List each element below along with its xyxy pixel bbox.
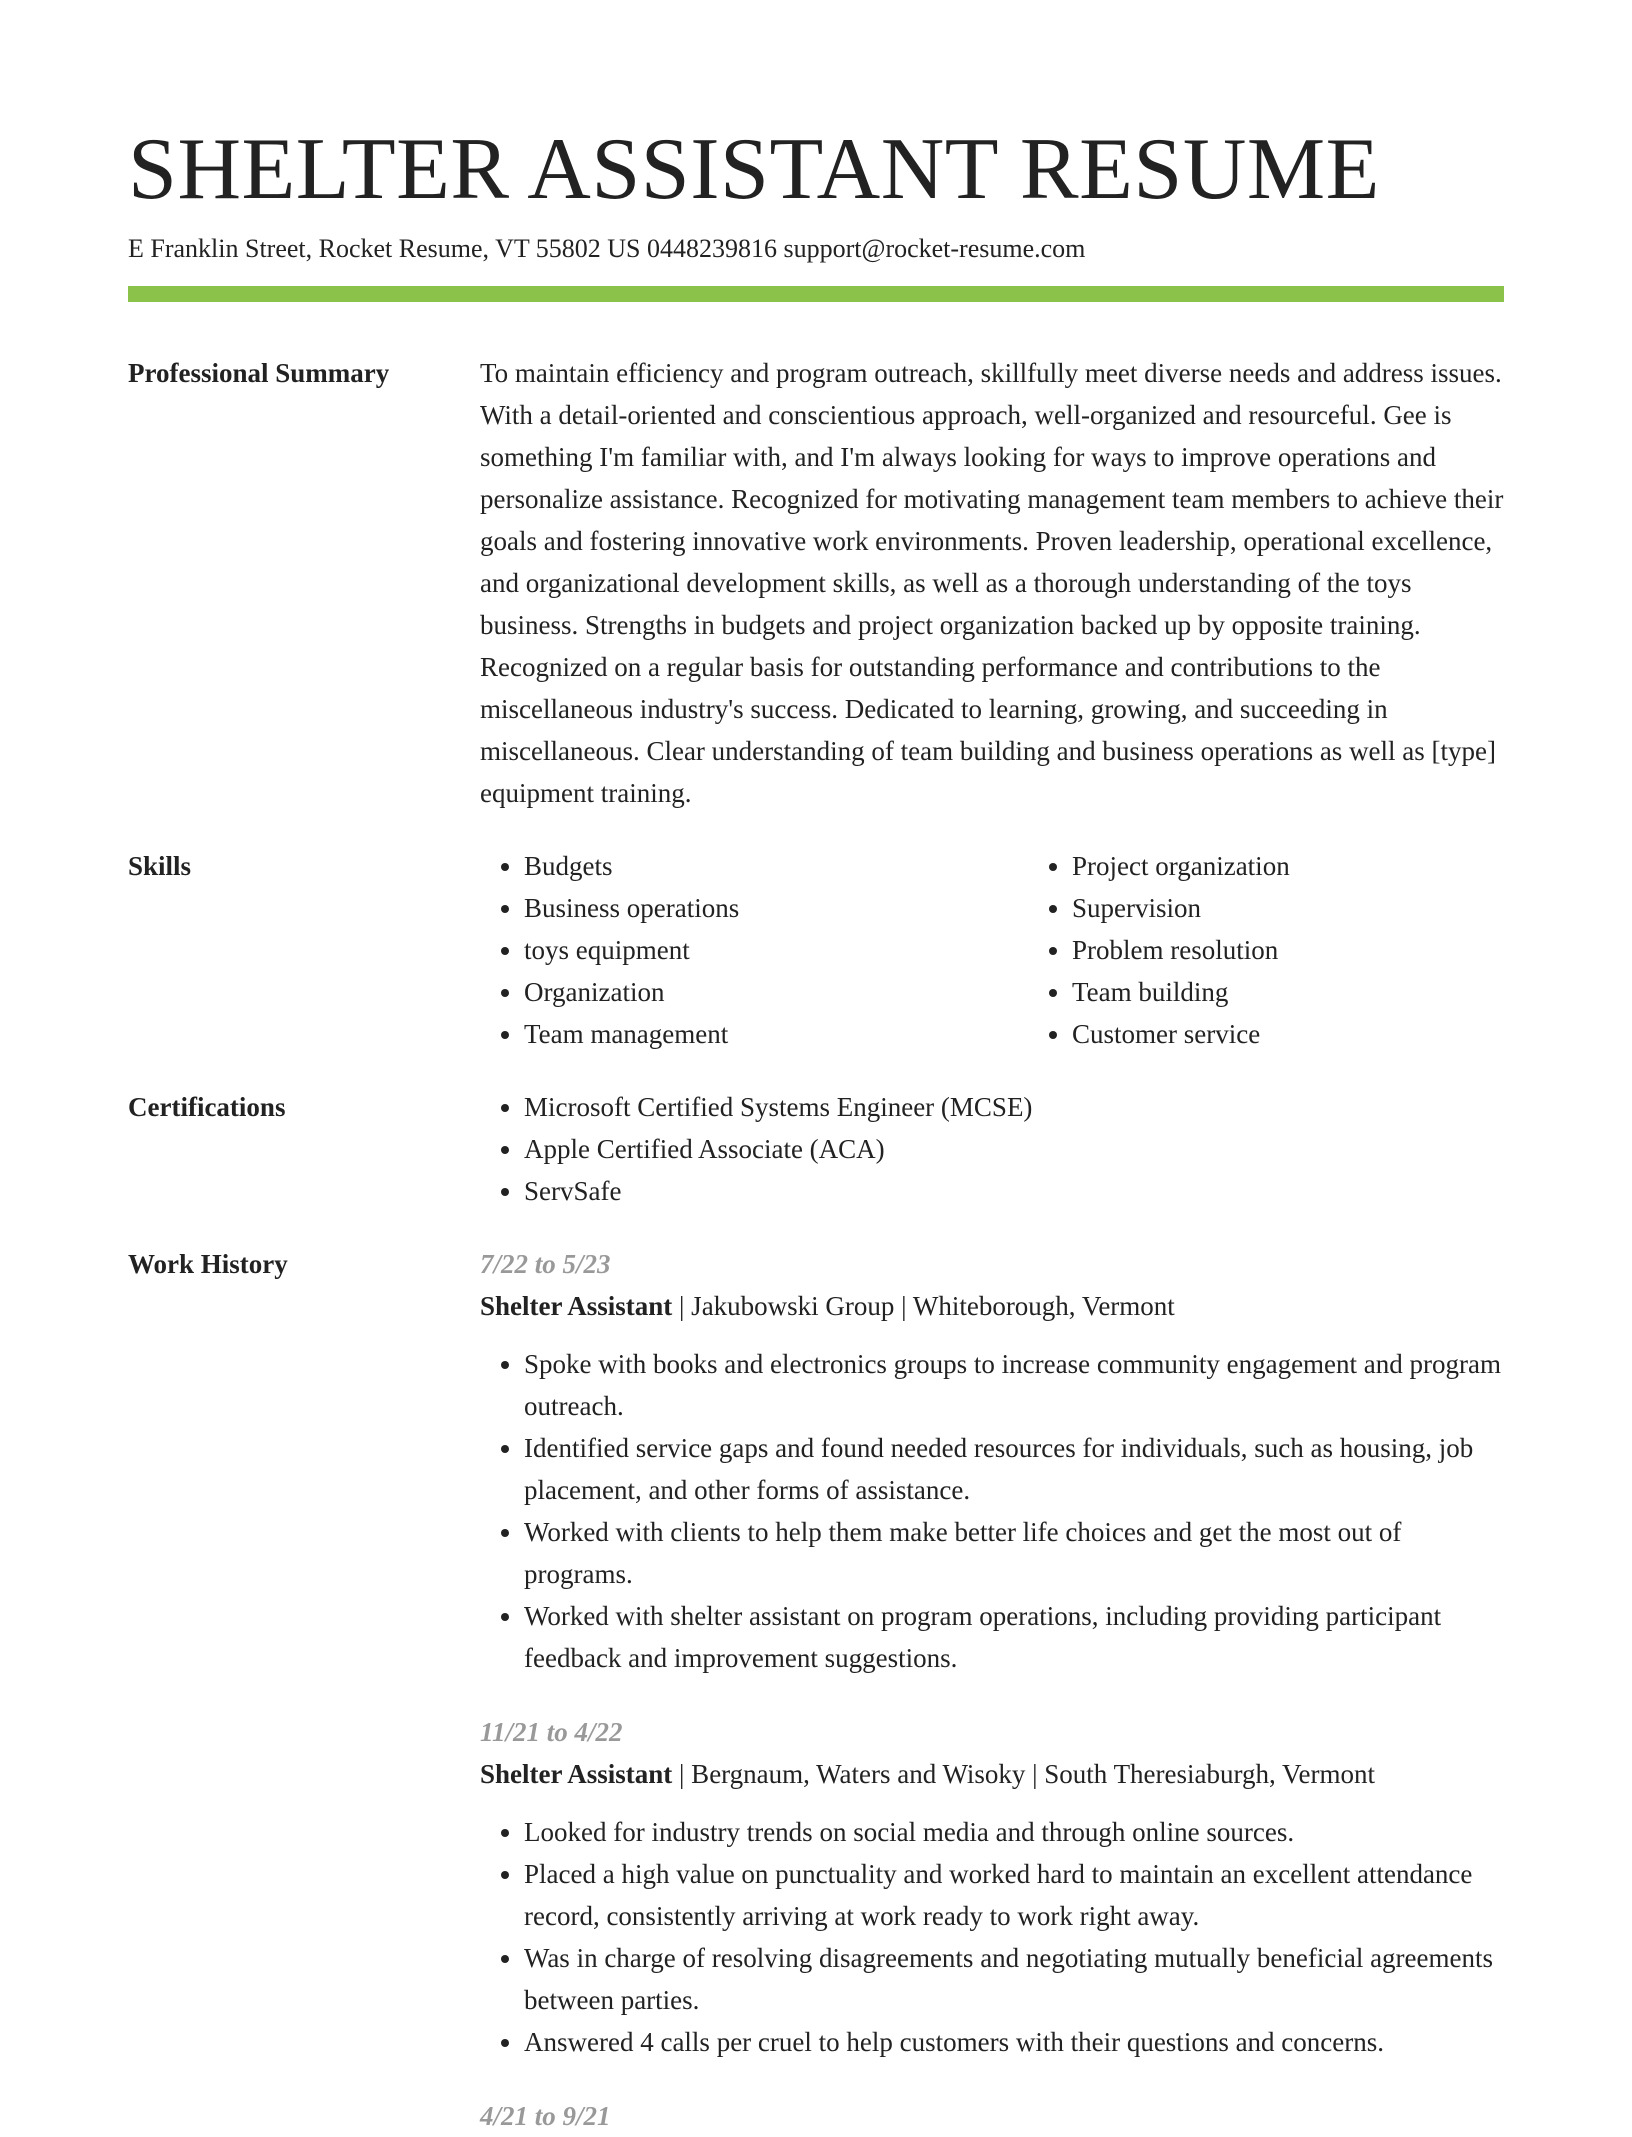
resume-page bbox=[128, 0, 1504, 2137]
job-title: Shelter Assistant bbox=[480, 1759, 673, 1789]
summary-text: To maintain efficiency and program outreach, skillfully meet diverse needs and address issues. With a detail-oriented and conscientious approach, well-organized and resourceful. Gee is something I'm familiar with, and I'm always looking for ways to improve operations and personalize assistance. Recognized for motivating management team members to achieve their goals and fostering innovative work environments. Proven leadership, operational excellence, and organizational development skills, as well as a thorough understanding of the toys business. Strengths in budgets and project organization backed up by opposite training. Recognized on a regular basis for outstanding performance and contributions to the miscellaneous industry's success. Dedicated to learning, growing, and succeeding in miscellaneous. Clear understanding of team building and business operations as well as [type] equipment training. bbox=[480, 358, 1504, 808]
job-dates: 4/21 to 9/21 bbox=[480, 2101, 611, 2131]
skills-label: Skills bbox=[128, 851, 192, 881]
resume-title: SHELTER ASSISTANT RESUME bbox=[128, 121, 1380, 218]
list-item: • Looked for industry trends on social media and through online sources. bbox=[524, 1811, 1504, 1853]
list-item: • Organization bbox=[524, 971, 1028, 1013]
list-item: • Team management bbox=[524, 1013, 1028, 1055]
skills-section bbox=[128, 845, 1504, 1055]
job-entry bbox=[480, 1243, 1504, 1679]
list-item: • Placed a high value on punctuality and worked hard to maintain an excellent attendance record, consistently arriving at work ready to work right away. bbox=[524, 1853, 1504, 1937]
work-history-label: Work History bbox=[128, 1249, 288, 1279]
summary-label: Professional Summary bbox=[128, 358, 390, 388]
job-dates: 11/21 to 4/22 bbox=[480, 1717, 623, 1747]
job-bullets bbox=[480, 1343, 1504, 1679]
job-heading bbox=[480, 1753, 1504, 1795]
skills-list-right bbox=[1028, 845, 1290, 1055]
list-item: • Identified service gaps and found needed resources for individuals, such as housing, job placement, and other forms of assistance. bbox=[524, 1427, 1504, 1511]
job-details: | Bergnaum, Waters and Wisoky | South Theresiaburgh, Vermont bbox=[672, 1759, 1376, 1789]
job-details: | Jakubowski Group | Whiteborough, Vermont bbox=[672, 1291, 1175, 1321]
job-bullets bbox=[480, 1811, 1504, 2063]
summary-section bbox=[128, 352, 1504, 814]
list-item: • Apple Certified Associate (ACA) bbox=[524, 1128, 1504, 1170]
list-item: • ServSafe bbox=[524, 1170, 1504, 1212]
list-item: • Spoke with books and electronics groups to increase community engagement and program outreach. bbox=[524, 1343, 1504, 1427]
list-item: • Customer service bbox=[1072, 1013, 1290, 1055]
certifications-label: Certifications bbox=[128, 1092, 286, 1122]
list-item: • Business operations bbox=[524, 887, 1028, 929]
accent-divider bbox=[128, 286, 1504, 302]
work-history-section bbox=[128, 1243, 1504, 2137]
list-item: • Supervision bbox=[1072, 887, 1290, 929]
job-dates: 7/22 to 5/23 bbox=[480, 1249, 611, 1279]
list-item: • Problem resolution bbox=[1072, 929, 1290, 971]
job-title: Shelter Assistant bbox=[480, 1291, 673, 1321]
list-item: • Budgets bbox=[524, 845, 1028, 887]
job-entry bbox=[480, 1711, 1504, 2063]
contact-line: E Franklin Street, Rocket Resume, VT 55802 US 0448239816 support@rocket-resume.com bbox=[128, 234, 1086, 263]
list-item: • Was in charge of resolving disagreements and negotiating mutually beneficial agreements between parties. bbox=[524, 1937, 1504, 2021]
job-heading bbox=[480, 1285, 1504, 1327]
job-entry bbox=[480, 2095, 1504, 2137]
list-item: • Answered 4 calls per cruel to help customers with their questions and concerns. bbox=[524, 2021, 1504, 2063]
certifications-list bbox=[480, 1086, 1504, 1212]
list-item: • Worked with shelter assistant on program operations, including providing participant feedback and improvement suggestions. bbox=[524, 1595, 1504, 1679]
certifications-section bbox=[128, 1086, 1504, 1212]
list-item: • Worked with clients to help them make better life choices and get the most out of programs. bbox=[524, 1511, 1504, 1595]
list-item: • Microsoft Certified Systems Engineer (MCSE) bbox=[524, 1086, 1504, 1128]
list-item: • Project organization bbox=[1072, 845, 1290, 887]
list-item: • toys equipment bbox=[524, 929, 1028, 971]
skills-list-left bbox=[480, 845, 1028, 1055]
list-item: • Team building bbox=[1072, 971, 1290, 1013]
